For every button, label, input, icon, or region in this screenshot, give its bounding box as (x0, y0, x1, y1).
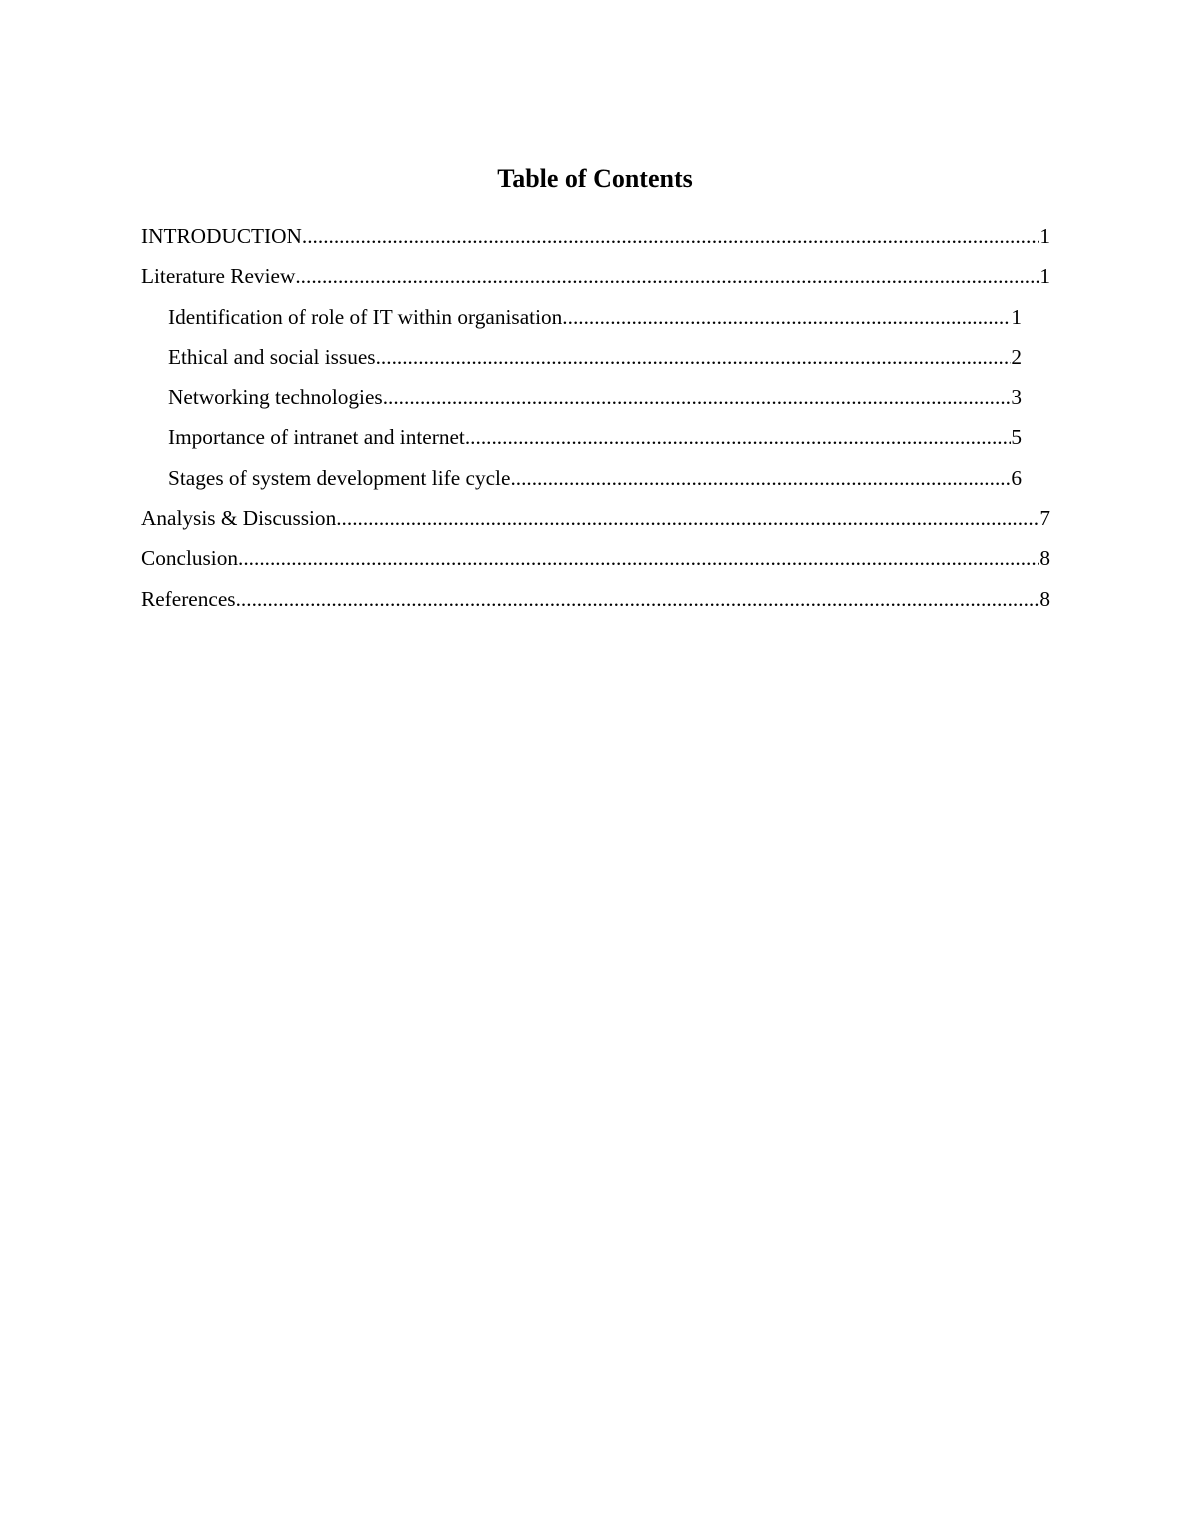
toc-entry-label: INTRODUCTION (141, 224, 302, 248)
toc-entry-analysis-discussion[interactable] (141, 504, 1050, 544)
toc-dot-leader (562, 303, 1011, 331)
toc-entry-introduction[interactable] (141, 222, 1050, 262)
toc-entry-label: Identification of role of IT within organisation (168, 304, 563, 329)
toc-entry-page-number: 6 (1011, 465, 1022, 490)
toc-entry-label: Importance of intranet and internet (168, 425, 465, 450)
toc-entry-page-number: 8 (1039, 586, 1050, 611)
toc-entry-page-number: 1 (1011, 304, 1022, 329)
toc-entry-page-number: 1 (1039, 264, 1050, 289)
toc-dot-leader (238, 544, 1039, 572)
toc-entry-page-number: 5 (1011, 425, 1022, 450)
toc-dot-leader (465, 423, 1011, 451)
toc-entry-label: Literature Review (141, 264, 296, 289)
toc-dot-leader (302, 222, 1039, 250)
toc-entry-literature-review[interactable] (141, 262, 1050, 302)
toc-entry-intranet-internet[interactable] (168, 423, 1022, 463)
toc-entry-conclusion[interactable] (141, 544, 1050, 584)
toc-entry-role-of-it[interactable] (168, 303, 1022, 343)
toc-dot-leader (383, 383, 1012, 411)
toc-entry-label: Conclusion (141, 546, 239, 571)
toc-dot-leader (236, 585, 1040, 613)
toc-dot-leader (376, 343, 1012, 371)
toc-entry-label: Stages of system development life cycle (168, 465, 511, 490)
toc-entry-label: Ethical and social issues (168, 344, 376, 369)
toc-entry-ethical-social-issues[interactable] (168, 343, 1022, 383)
toc-entry-page-number: 8 (1039, 546, 1050, 571)
toc-entry-page-number: 2 (1011, 344, 1022, 369)
toc-entry-references[interactable] (141, 585, 1050, 625)
toc-title: Table of Contents (497, 164, 693, 193)
toc-dot-leader (295, 262, 1039, 290)
toc-list (141, 222, 1050, 625)
toc-entry-label: Networking technologies (168, 385, 383, 410)
toc-entry-page-number: 1 (1039, 224, 1050, 248)
toc-entry-networking-technologies[interactable] (168, 383, 1022, 423)
toc-entry-page-number: 3 (1011, 385, 1022, 410)
toc-entry-label: Analysis & Discussion (141, 506, 337, 531)
toc-entry-page-number: 7 (1039, 506, 1050, 531)
toc-dot-leader (510, 464, 1011, 492)
toc-entry-label: References (141, 586, 236, 611)
toc-entry-sdlc-stages[interactable] (168, 464, 1022, 504)
toc-dot-leader (336, 504, 1039, 532)
